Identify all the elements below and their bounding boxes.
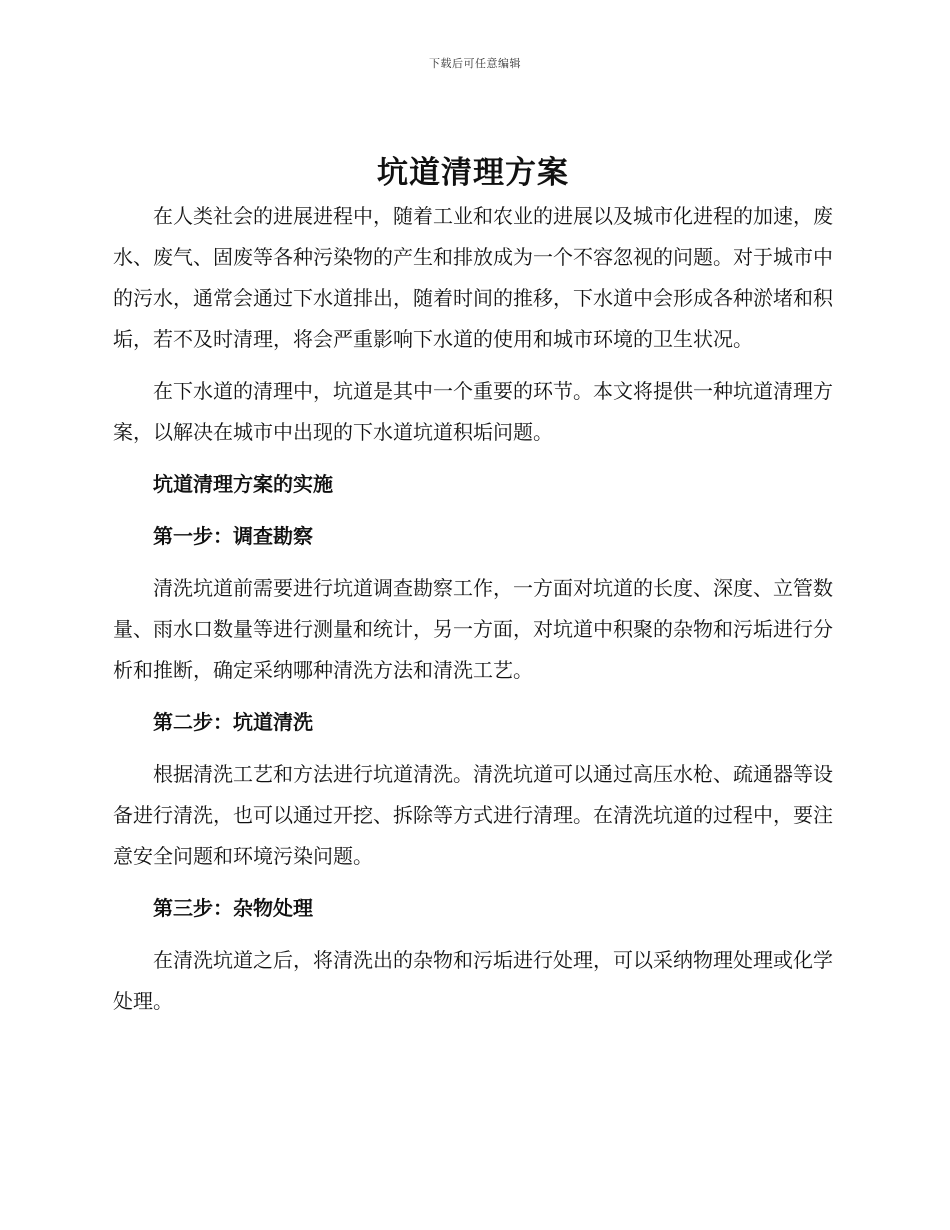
paragraph-gap [113,557,833,568]
document-body [113,150,833,1022]
paragraph-gap [113,929,833,940]
document-title: 坑道清理方案 [377,155,569,191]
paragraph-step-1: 清洗坑道前需要进行坑道调查勘察工作，一方面对坑道的长度、深度、立管数量、雨水口数量等进行测量和统计，另一方面，对坑道中积聚的杂物和污垢进行分析和推断，确定采纳哪种清洗方法和清洗工艺。 [113,576,833,682]
paragraph-gap [113,743,833,754]
paragraph-gap [113,360,833,371]
heading-step-1: 第一步：调查勘察 [153,524,313,548]
heading-implementation: 坑道清理方案的实施 [153,472,333,496]
paragraph-step-3: 在清洗坑道之后，将清洗出的杂物和污垢进行处理，可以采纳物理处理或化学处理。 [113,948,833,1013]
header-note: 下载后可任意编辑 [429,57,521,70]
paragraph-gap [113,505,833,516]
paragraph-intro-2: 在下水道的清理中，坑道是其中一个重要的环节。本文将提供一种坑道清理方案，以解决在城市中出现的下水道坑道积垢问题。 [113,379,833,444]
paragraph-gap [113,691,833,702]
paragraph-intro-1: 在人类社会的进展进程中，随着工业和农业的进展以及城市化进程的加速，废水、废气、固废等各种污染物的产生和排放成为一个不容忽视的问题。对于城市中的污水，通常会通过下水道排出，随着时间的推移，下水道中会形成各种淤堵和积垢，若不及时清理，将会严重影响下水道的使用和城市环境的卫生状况。 [113,204,833,351]
paragraph-gap [113,453,833,464]
heading-step-3: 第三步：杂物处理 [153,896,313,920]
paragraph-step-2: 根据清洗工艺和方法进行坑道清洗。清洗坑道可以通过高压水枪、疏通器等设备进行清洗，也可以通过开挖、拆除等方式进行清理。在清洗坑道的过程中，要注意安全问题和环境污染问题。 [113,762,833,868]
paragraph-gap [113,877,833,888]
heading-step-2: 第二步：坑道清洗 [153,710,313,734]
